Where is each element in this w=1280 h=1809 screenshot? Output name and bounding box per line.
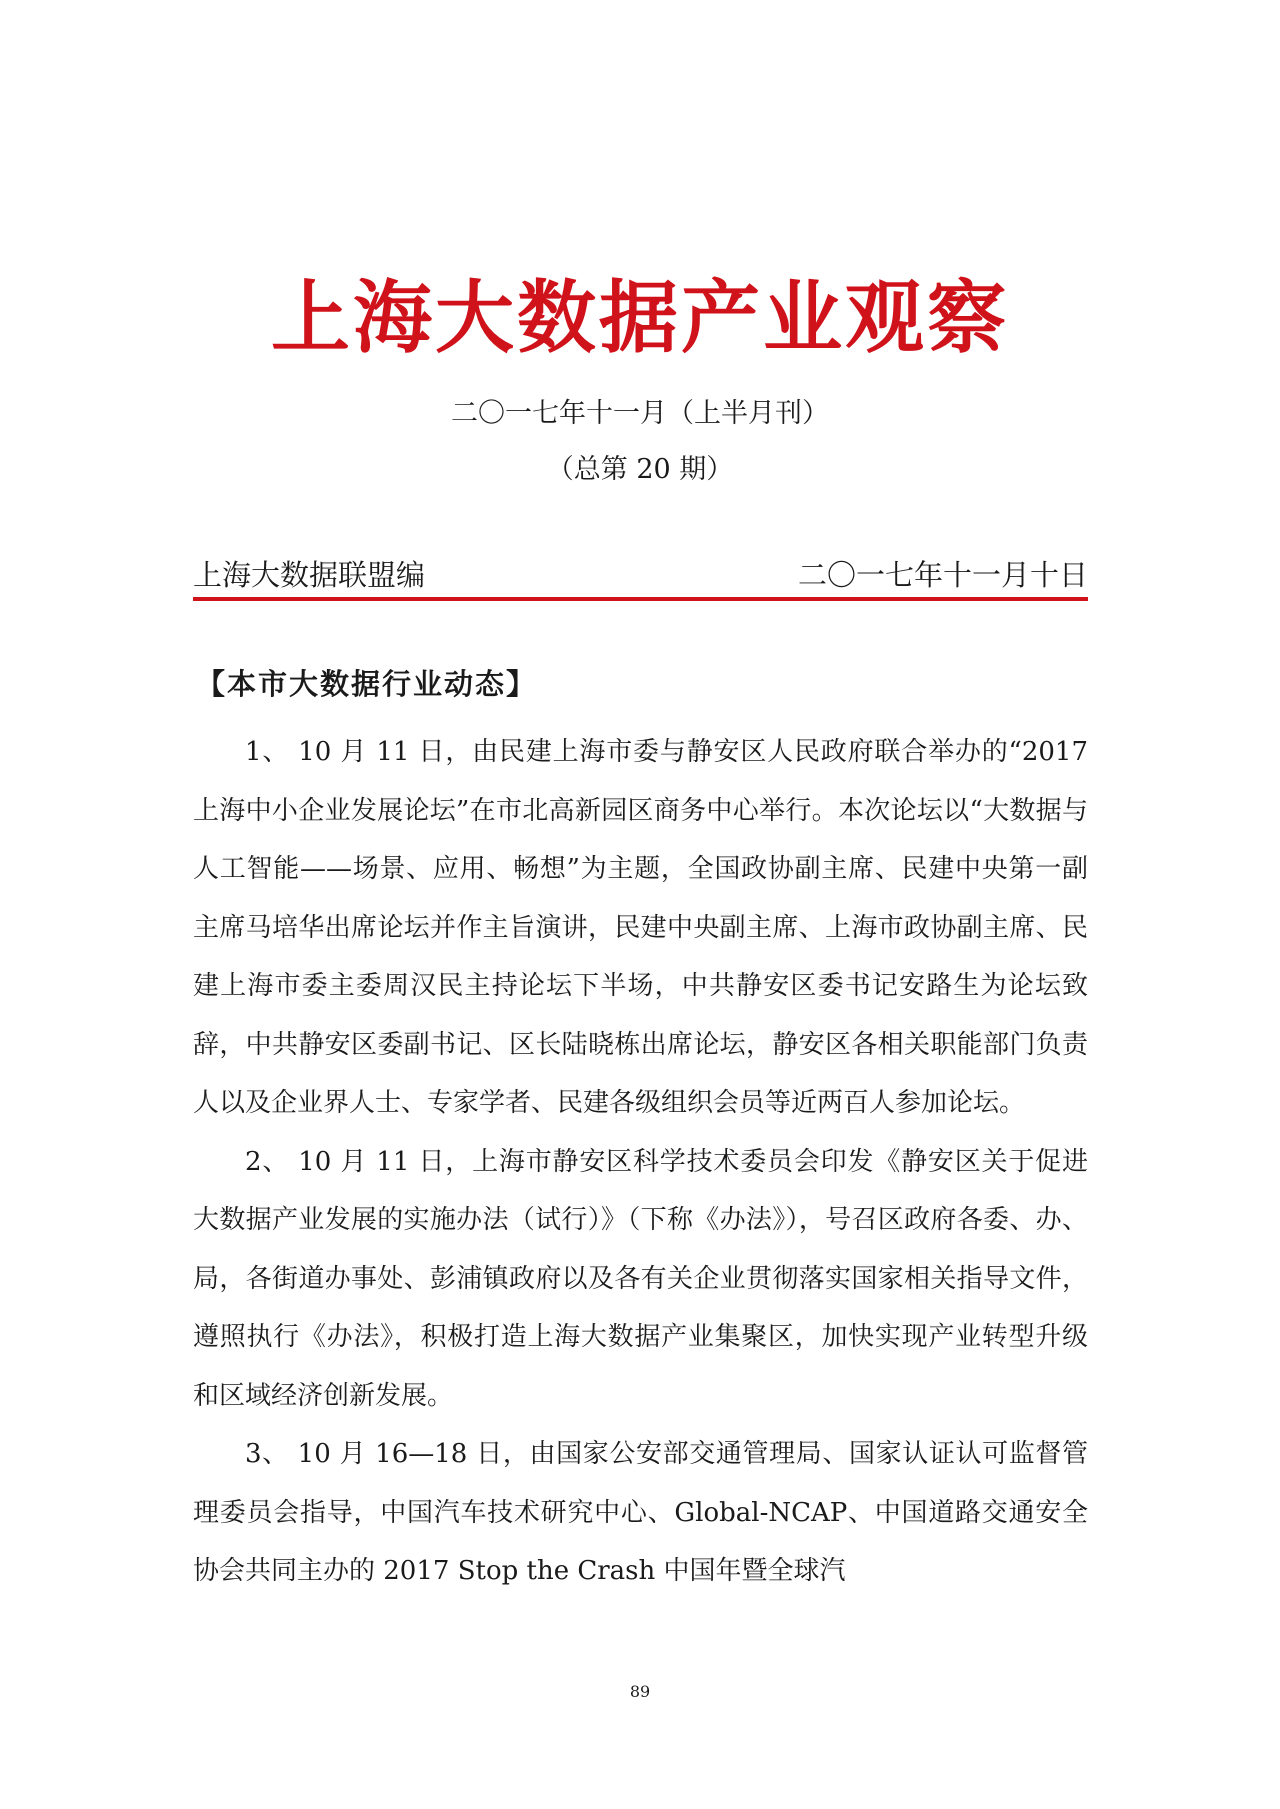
publisher-label: 上海大数据联盟编 xyxy=(193,558,426,592)
header-divider xyxy=(193,597,1088,601)
news-item-2: 2、 10 月 11 日，上海市静安区科学技术委员会印发《静安区关于促进大数据产业发展的实施办法（试行）》（下称《办法》），号召区政府各委、办、局，各街道办事处、彭浦镇政府以及各有关企业贯彻落实国家相关指导文件， 遵照执行《办法》，积极打造上海大数据产业集聚区，加快实现产业转型升级和区域经济创新发展。 xyxy=(193,1146,1088,1411)
article-body xyxy=(193,723,1088,1601)
publication-title: 上海大数据产业观察 xyxy=(271,272,1009,364)
page-number: 89 xyxy=(629,1682,651,1701)
news-item-1: 1、 10 月 11 日，由民建上海市委与静安区人民政府联合举办的“2017 上海中小企业发展论坛”在市北高新园区商务中心举行。本次论坛以“大数据与人工智能——场景、应用、畅想”为主题，全国政协副主席、民建中央第一副主席马培华出席论坛并作主旨演讲，民建中央副主席、上海市政协副主席、民建上海市委主委周汉民主持论坛下半场，中共静安区委书记安路生为论坛致辞，中共静安区委副书记、区长陆晓栋出席论坛，静安区各相关职能部门负责人以及企业界人士、专家学者、民建各级组织会员等近两百人参加论坛。 xyxy=(193,737,1088,1118)
section-heading: 【本市大数据行业动态】 xyxy=(196,667,538,701)
news-item-3: 3、 10 月 16—18 日，由国家公安部交通管理局、国家认证认可监督管理委员会指导，中国汽车技术研究中心、Global-NCAP、中国道路交通安全协会共同主办的 2017 Stop the Crash 中国年暨全球汽 xyxy=(193,1439,1088,1586)
issue-date: 二〇一七年十一月（上半月刊） xyxy=(451,398,829,429)
issue-number: （总第 20 期） xyxy=(546,454,734,485)
publish-date: 二〇一七年十一月十日 xyxy=(797,558,1088,592)
